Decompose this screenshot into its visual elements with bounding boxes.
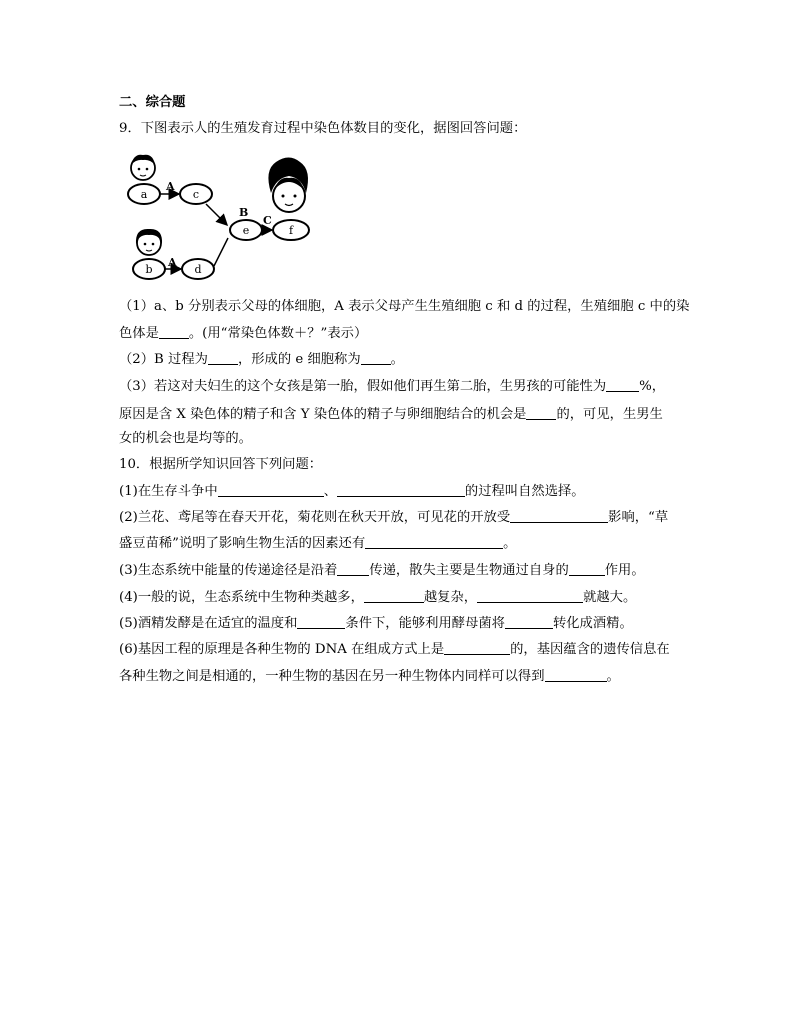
daughter-head-icon	[268, 158, 308, 213]
node-label-a: a	[140, 188, 148, 201]
q9-part3-text-c: 原因是含 X 染色体的精子和含 Y 染色体的精子与卵细胞结合的机会是	[119, 407, 527, 422]
process-label-B: B	[239, 206, 249, 219]
q10-item1-text-a: (1)在生存斗争中	[119, 484, 218, 499]
answer-blank[interactable]	[297, 614, 345, 629]
process-label-C: C	[263, 214, 272, 227]
answer-blank[interactable]	[361, 350, 391, 365]
q10-item6-text-d: 。	[606, 669, 620, 684]
answer-blank[interactable]	[208, 350, 238, 365]
q9-part1-line1: （1）a、b 分别表示父母的体细胞，A 表示父母产生生殖细胞 c 和 d 的过程，生殖细胞 c 中的染	[119, 299, 690, 314]
answer-blank[interactable]	[505, 614, 553, 629]
q10-item5	[119, 614, 633, 633]
answer-blank[interactable]	[337, 482, 465, 497]
node-label-d: d	[194, 263, 202, 276]
q10-item2-line2	[119, 534, 516, 553]
answer-blank[interactable]	[569, 561, 605, 576]
q10-item6-text-b: 的，基因蕴含的遗传信息在	[510, 642, 670, 657]
q9-part3-text-a: （3）若这对夫妇生的这个女孩是第一胎，假如他们再生第二胎，生男孩的可能性为	[119, 379, 607, 394]
q10-item4-text-c: 就越大。	[583, 590, 637, 605]
answer-blank[interactable]	[218, 482, 324, 497]
q10-item2-line1	[119, 508, 668, 527]
q10-item6-line2	[119, 667, 620, 686]
q10-item1-text-b: 、	[323, 484, 337, 499]
q10-item5-text-b: 条件下，能够利用酵母菌将	[345, 616, 505, 631]
q10-item2-text-a: (2)兰花、鸢尾等在春天开花，菊花则在秋天开放，可见花的开放受	[119, 510, 511, 525]
q10-item3-text-b: 传递，散失主要是生物通过自身的	[369, 563, 569, 578]
q10-item5-text-c: 转化成酒精。	[552, 616, 633, 631]
answer-blank[interactable]	[526, 405, 556, 420]
reproduction-diagram	[124, 148, 324, 288]
q10-item6-line1	[119, 640, 670, 659]
q10-item6-text-a: (6)基因工程的原理是各种生物的 DNA 在组成方式上是	[119, 642, 445, 657]
q9-part2-text-a: （2）B 过程为	[119, 352, 208, 367]
q9-part3-line1	[119, 377, 665, 396]
answer-blank[interactable]	[510, 508, 608, 523]
q10-item5-text-a: (5)酒精发酵是在适宜的温度和	[119, 616, 298, 631]
q9-part1-text-b: 。(用“常染色体数＋？”表示）	[188, 326, 368, 341]
q9-part3-line2	[119, 405, 663, 424]
answer-blank[interactable]	[606, 377, 639, 392]
q10-item4-text-a: (4)一般的说，生态系统中生物种类越多，	[119, 590, 364, 605]
q9-part2	[119, 350, 404, 369]
answer-blank[interactable]	[365, 534, 503, 549]
question-9-stem: 9．下图表示人的生殖发育过程中染色体数目的变化，据图回答问题：	[119, 121, 527, 136]
answer-blank[interactable]	[477, 588, 583, 603]
q9-part1-text-a: 色体是	[119, 326, 159, 341]
node-label-b: b	[145, 263, 153, 276]
process-label-A2: A	[168, 256, 177, 269]
q10-item3	[119, 561, 645, 580]
node-label-c: c	[192, 188, 200, 201]
q10-item1	[119, 482, 585, 501]
node-label-f: f	[288, 224, 294, 237]
q10-item2-text-d: 。	[503, 536, 517, 551]
q9-part3-text-d: 的，可见，生男生	[556, 407, 663, 422]
answer-blank[interactable]	[444, 640, 510, 655]
q10-item2-text-c: 盛豆苗稀”说明了影响生物生活的因素还有	[119, 536, 366, 551]
q10-item4-text-b: 越复杂，	[423, 590, 478, 605]
q9-part3-line3: 女的机会也是均等的。	[119, 431, 252, 446]
q9-part2-text-b: ，形成的 e 细胞称为	[237, 352, 361, 367]
node-label-e: e	[242, 224, 250, 237]
q10-item1-text-c: 的过程叫自然选择。	[464, 484, 585, 499]
father-head-icon	[131, 155, 155, 180]
q9-part1-line2	[119, 324, 367, 343]
section-title: 二、综合题	[119, 95, 186, 110]
q10-item3-text-c: 作用。	[604, 563, 645, 578]
q10-item6-text-c: 各种生物之间是相通的，一种生物的基因在另一种生物体内同样可以得到	[119, 669, 545, 684]
mother-head-icon	[136, 229, 162, 255]
answer-blank[interactable]	[337, 561, 369, 576]
answer-blank[interactable]	[545, 667, 607, 682]
q9-part2-text-c: 。	[390, 352, 404, 367]
q10-item4	[119, 588, 636, 607]
answer-blank[interactable]	[364, 588, 424, 603]
q10-item3-text-a: (3)生态系统中能量的传递途径是沿着	[119, 563, 338, 578]
question-10-stem: 10．根据所学知识回答下列问题：	[119, 457, 323, 472]
process-label-A1: A	[166, 180, 175, 193]
q10-item2-text-b: 影响，“草	[608, 510, 669, 525]
q9-part3-text-b: %，	[639, 379, 666, 394]
answer-blank[interactable]	[159, 324, 189, 339]
